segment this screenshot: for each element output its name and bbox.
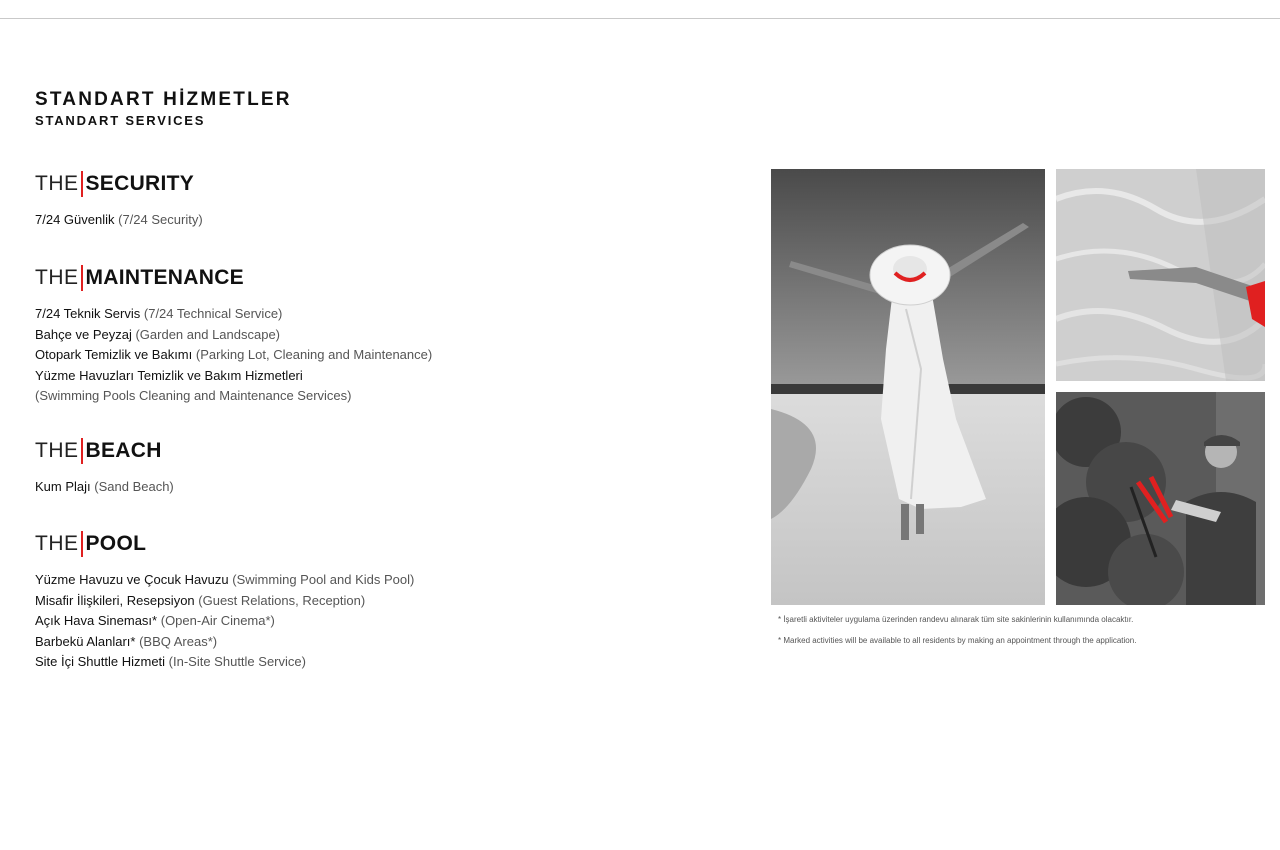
list-item	[35, 652, 414, 673]
list-item	[35, 477, 174, 498]
item-en: (Garden and Landscape)	[135, 326, 281, 342]
list-item	[35, 325, 432, 346]
list-item	[35, 611, 414, 632]
heading-accent-bar	[81, 265, 83, 291]
list-item	[35, 632, 414, 653]
item-en: (Guest Relations, Reception)	[198, 592, 366, 608]
list-item	[35, 345, 432, 366]
footnotes	[778, 614, 1258, 656]
heading-word: MAINTENANCE	[85, 266, 244, 289]
item-en: (Parking Lot, Cleaning and Maintenance)	[195, 347, 433, 362]
list-item	[35, 591, 414, 612]
service-list	[35, 570, 414, 673]
list-item	[35, 210, 203, 231]
heading-prefix: THE	[35, 439, 79, 462]
section-heading	[35, 437, 174, 465]
footnote-tr: * İşaretli aktiviteler uygulama üzerinden randevu alınarak tüm site sakinlerinin kullanımında olacaktır.	[778, 615, 1134, 624]
heading-word: SECURITY	[85, 172, 195, 195]
item-en: (BBQ Areas*)	[139, 633, 218, 649]
item-tr: Site İçi Shuttle Hizmeti	[35, 654, 166, 669]
beach-photo	[771, 169, 1045, 605]
list-item	[35, 366, 432, 387]
item-tr: Otopark Temizlik ve Bakımı	[35, 347, 193, 362]
item-tr: Açık Hava Sineması*	[35, 613, 158, 628]
page-title-tr: STANDART HİZMETLER	[35, 89, 292, 110]
item-tr: 7/24 Güvenlik	[35, 212, 115, 227]
item-en: (Open-Air Cinema*)	[160, 613, 275, 628]
section-pool	[35, 530, 414, 673]
item-en: (Swimming Pool and Kids Pool)	[232, 572, 415, 587]
heading-word: POOL	[85, 532, 147, 555]
section-heading	[35, 530, 414, 558]
heading-accent-bar	[81, 531, 83, 557]
item-tr: Kum Plajı	[35, 479, 91, 494]
service-list	[35, 210, 203, 231]
section-heading	[35, 170, 203, 198]
heading-accent-bar	[81, 171, 83, 197]
gardener-photo	[1056, 392, 1265, 605]
list-item	[35, 304, 432, 325]
heading-word: BEACH	[85, 439, 162, 462]
page-titles	[35, 88, 292, 130]
heading-accent-bar	[81, 438, 83, 464]
section-security	[35, 170, 203, 231]
service-list	[35, 477, 174, 498]
section-maintenance	[35, 264, 432, 407]
item-en: (Sand Beach)	[94, 479, 174, 494]
heading-prefix: THE	[35, 266, 79, 289]
heading-prefix: THE	[35, 532, 79, 555]
item-en: (In-Site Shuttle Service)	[168, 654, 306, 669]
section-heading	[35, 264, 432, 292]
pool-photo	[1056, 169, 1265, 381]
item-en: (7/24 Security)	[118, 212, 203, 227]
top-divider	[0, 18, 1280, 19]
heading-prefix: THE	[35, 172, 79, 195]
page-title-en: STANDART SERVICES	[35, 113, 206, 128]
item-tr: 7/24 Teknik Servis	[35, 306, 141, 321]
item-en: (7/24 Technical Service)	[143, 306, 283, 321]
section-beach	[35, 437, 174, 498]
footnote-en: * Marked activities will be available to all residents by making an appointment through the application.	[778, 636, 1137, 645]
item-tr: Misafir İlişkileri, Resepsiyon	[35, 592, 195, 608]
list-item	[35, 570, 414, 591]
item-tr: Barbekü Alanları*	[35, 633, 136, 649]
item-tr: Bahçe ve Peyzaj	[35, 326, 132, 342]
service-list	[35, 304, 432, 407]
item-tr: Yüzme Havuzları Temizlik ve Bakım Hizmetleri	[35, 367, 303, 383]
item-tr: Yüzme Havuzu ve Çocuk Havuzu	[35, 572, 229, 587]
list-item-continuation: (Swimming Pools Cleaning and Maintenance Services)	[35, 388, 352, 403]
